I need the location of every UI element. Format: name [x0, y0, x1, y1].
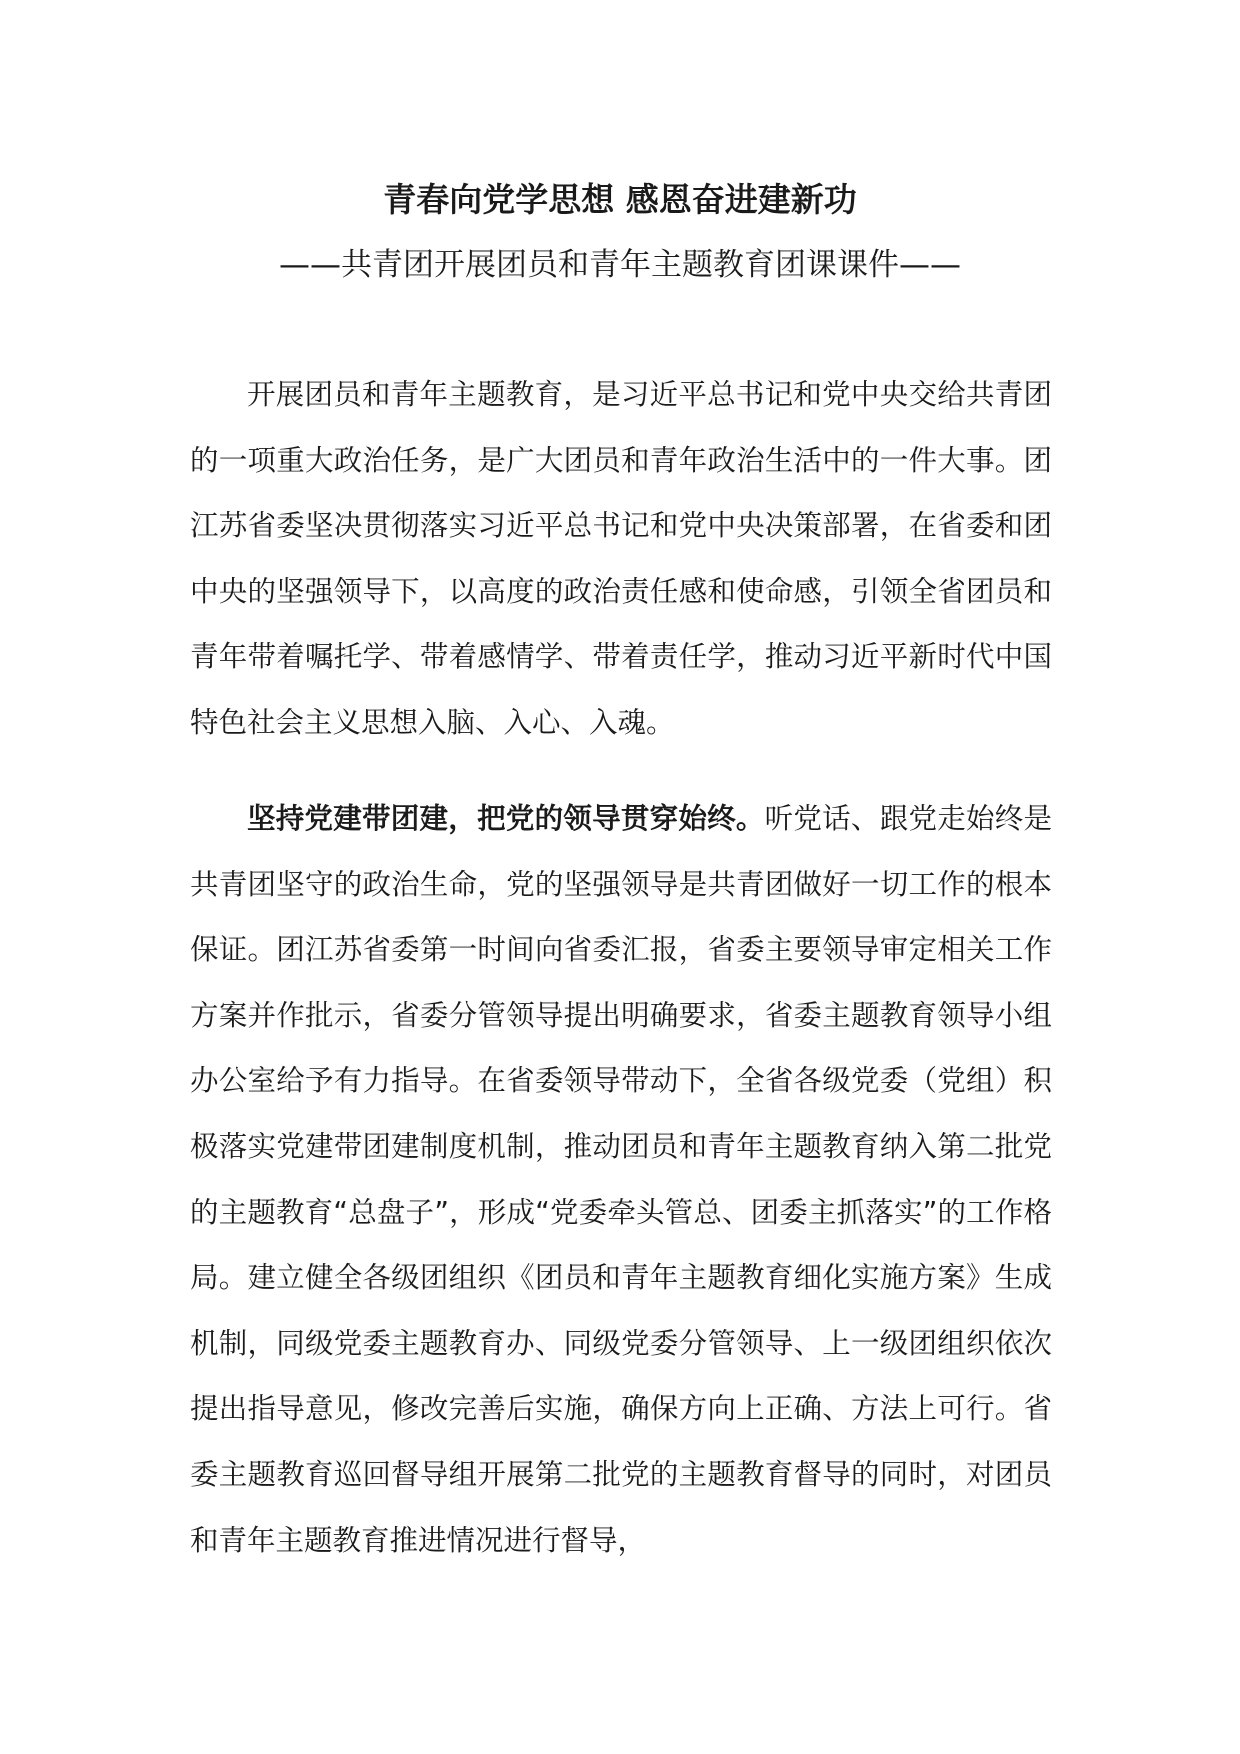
- paragraph-text: 听党话、跟党走始终是共青团坚守的政治生命，党的坚强领导是共青团做好一切工作的根本保证。团江苏省委第一时间向省委汇报，省委主要领导审定相关工作方案并作批示，省委分管领导提出明确要求，省委主题教育领导小组办公室给予有力指导。在省委领导带动下，全省各级党委（党组）积极落实党建带团建制度机制，推动团员和青年主题教育纳入第二批党的主题教育“总盘子”，形成“党委牵头管总、团委主抓落实”的工作格局。建立健全各级团组织《团员和青年主题教育细化实施方案》生成机制，同级党委主题教育办、同级党委分管领导、上一级团组织依次提出指导意见，修改完善后实施，确保方向上正确、方法上可行。省委主题教育巡回督导组开展第二批党的主题教育督导的同时，对团员和青年主题教育推进情况进行督导，: [190, 802, 1052, 1557]
- paragraph-party-leadership: [190, 786, 1052, 1573]
- document-title: 青春向党学思想 感恩奋进建新功: [383, 180, 857, 219]
- paragraph-text: 开展团员和青年主题教育，是习近平总书记和党中央交给共青团的一项重大政治任务，是广大团员和青年政治生活中的一件大事。团江苏省委坚决贯彻落实习近平总书记和党中央决策部署，在省委和团中央的坚强领导下，以高度的政治责任感和使命感，引领全省团员和青年带着嘱托学、带着感情学、带着责任学，推动习近平新时代中国特色社会主义思想入脑、入心、入魂。: [190, 378, 1052, 739]
- paragraph-intro: [190, 362, 1052, 756]
- document-subtitle: ——共青团开展团员和青年主题教育团课课件——: [279, 247, 961, 283]
- paragraph-lead: 坚持党建带团建，把党的领导贯穿始终。: [247, 802, 765, 835]
